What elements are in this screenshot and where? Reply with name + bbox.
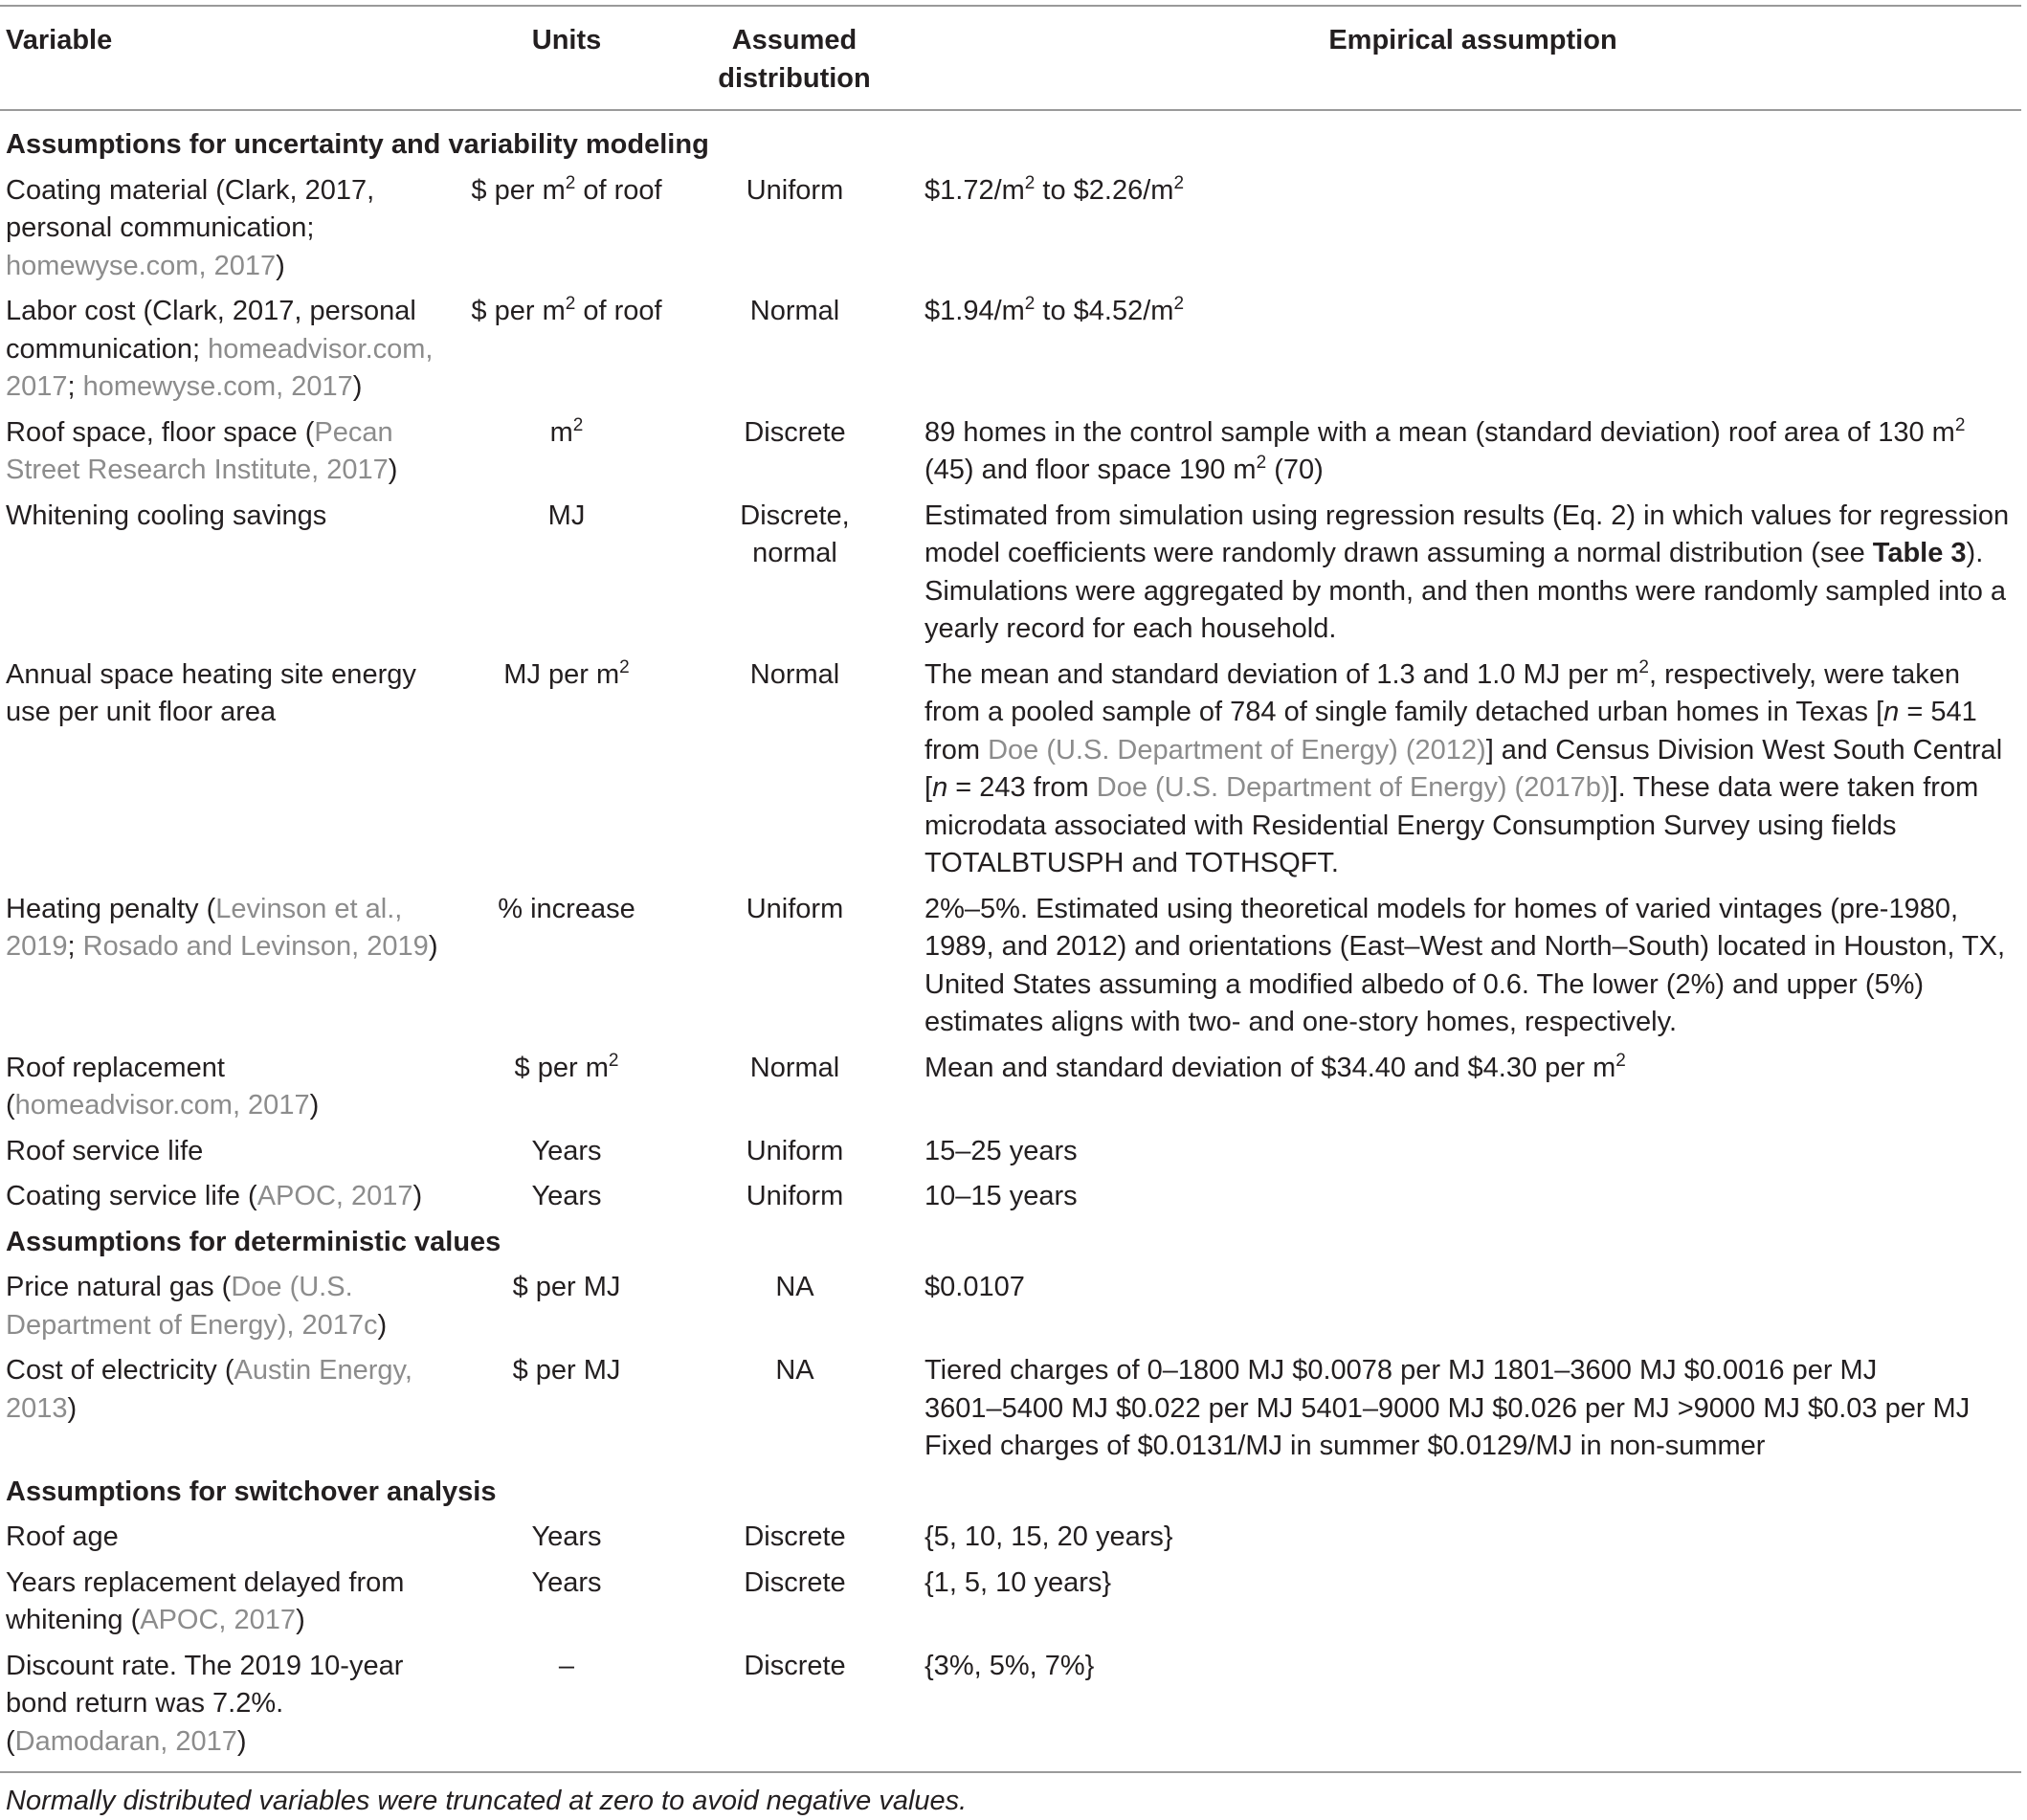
empirical-superscript: 2 [1024,172,1036,193]
distribution-line1: Discrete, [740,499,850,531]
table-row-roof-age [0,1519,2021,1565]
variable-cell: Roof service life [6,1135,204,1166]
empirical-cell: 10–15 years [924,1181,1078,1211]
citation-link[interactable]: APOC, 2017 [256,1181,413,1211]
header-distribution-line2: distribution [718,63,871,94]
units-cell: $ per MJ [512,1272,621,1302]
variable-text: Coating service life ( [6,1181,257,1211]
units-cell: % increase [498,893,635,924]
sample-size-symbol: n [932,772,948,803]
variable-cell: Roof age [6,1521,119,1552]
units-superscript: 2 [619,656,630,677]
units-cell: Years [531,1181,602,1211]
empirical-text: $1.72/m [924,174,1025,206]
units-text: $ per m [514,1052,609,1083]
units-cell [456,172,678,294]
distribution-cell: Discrete [744,1566,846,1598]
section-title: Assumptions for switchover analysis [6,1476,497,1507]
table-row-heating-penalty [0,891,2021,1050]
empirical-text: = 541 from [924,697,1977,766]
bottom-rule [0,1771,2021,1773]
header-distribution [684,21,904,98]
assumptions-table [0,126,2021,1768]
variable-text-end: ) [388,455,398,485]
table-row-coating-service-life [0,1178,2021,1224]
table-row-years-delayed [0,1565,2021,1648]
section-row-switchover [0,1474,2021,1520]
variable-text-end: ) [377,1309,388,1341]
units-cell: Years [531,1135,602,1166]
section-row-deterministic [0,1224,2021,1270]
distribution-cell: Uniform [746,1135,844,1166]
top-rule [0,5,2021,7]
units-text-post: of roof [575,174,662,206]
table-reference-link[interactable]: Table 3 [1872,538,1967,568]
units-cell: – [558,1650,575,1681]
empirical-cell [912,1050,2021,1133]
table-row-whitening [0,498,2021,656]
variable-text-end: ) [428,931,438,962]
empirical-cell [912,414,2021,498]
variable-cell [0,172,456,294]
variable-cell [0,1178,456,1224]
empirical-text: $1.94/m [924,296,1025,326]
units-cell [456,293,678,414]
header-units: Units [531,25,602,55]
distribution-cell: NA [775,1272,814,1302]
units-superscript: 2 [572,414,584,435]
variable-text-mid: ; [67,931,83,962]
table-footnote: Normally distributed variables were truncated at zero to avoid negative values. [6,1786,968,1816]
empirical-text: 89 homes in the control sample with a mean (standard deviation) roof area of 130 m [924,416,1955,448]
variable-text-end: ) [412,1181,423,1211]
citation-link[interactable]: Pecan Street Research Institute, 2017 [6,416,393,485]
empirical-cell: 2%–5%. Estimated using theoretical models for homes of varied vintages (pre-1980, 1989, and 2012) and orientations (East–West and North–South) located in Houston, TX, United States assuming a modified albedo of 0.6. The lower (2%) and upper (5%) estimates aligns with two- and one-story homes, respectively. [924,893,2006,1037]
variable-text: Years replacement delayed from whitening ( [6,1566,405,1635]
variable-cell [0,414,456,498]
variable-cell [0,1648,456,1769]
distribution-cell: Normal [749,658,840,690]
variable-cell [0,1269,456,1352]
empirical-text: Mean and standard deviation of $34.40 and $4.30 per m [924,1052,1616,1083]
citation-link[interactable]: Doe (U.S. Department of Energy), 2017c [6,1272,378,1341]
header-rule [0,109,2021,111]
distribution-cell: Discrete [744,1650,846,1681]
sample-size-symbol: n [1883,697,1900,727]
empirical-cell [912,656,2021,891]
empirical-superscript: 2 [1638,656,1649,677]
variable-cell [0,891,456,1050]
variable-text: Cost of electricity ( [6,1355,234,1386]
variable-text: Heating penalty ( [6,893,216,924]
distribution-cell: Normal [749,296,840,326]
variable-text: Roof replacement ( [6,1052,225,1121]
variable-text-end: ) [296,1605,305,1635]
empirical-superscript: 2 [1615,1050,1626,1071]
variable-cell [0,1565,456,1648]
empirical-superscript: 2 [1954,414,1966,435]
variable-text-end: ) [236,1725,247,1757]
variable-cell: Annual space heating site energy use per unit floor area [6,658,416,727]
table-row-cost-electricity [0,1352,2021,1474]
empirical-text: to $2.26/m [1035,174,1174,206]
empirical-superscript: 2 [1173,294,1185,314]
variable-cell [0,293,456,414]
distribution-cell: Normal [749,1052,840,1083]
distribution-line2: normal [752,538,837,568]
units-text: $ per m [471,296,566,326]
units-text: m [549,416,573,448]
header-distribution-line1: Assumed [731,25,858,55]
citation-link[interactable]: Levinson et al., 2019 [6,893,403,962]
table-row-heating-energy [0,656,2021,891]
units-cell [456,414,678,498]
variable-text-end: ) [67,1392,78,1424]
units-superscript: 2 [608,1050,619,1071]
units-superscript: 2 [565,294,576,314]
variable-cell [0,1050,456,1133]
variable-cell: Whitening cooling savings [6,499,327,531]
table-row-labor-cost [0,293,2021,414]
distribution-cell: NA [775,1355,814,1386]
units-superscript: 2 [565,172,576,193]
distribution-cell: Discrete [744,1521,846,1552]
empirical-cell: {3%, 5%, 7%} [924,1650,1095,1681]
variable-text-end: ) [352,371,363,402]
empirical-cell: {1, 5, 10 years} [924,1566,1112,1598]
citation-link[interactable]: Doe (U.S. Department of Energy) (2012) [988,734,1486,766]
variable-text: Price natural gas ( [6,1272,232,1302]
empirical-text: ]. These data were taken from microdata associated with Residential Energy Consumption Survey using fields TOTALBTUSPH and TOTHSQFT. [924,772,1979,878]
units-text: $ per m [471,174,566,206]
empirical-text: The mean and standard deviation of 1.3 and 1.0 MJ per m [924,658,1639,690]
empirical-text: ). Simulations were aggregated by month, and then months were randomly sampled into a yearly record for each household. [924,538,2007,644]
empirical-cell [912,498,2021,656]
distribution-cell: Discrete [744,416,846,448]
citation-link[interactable]: Doe (U.S. Department of Energy) (2017b) [1096,772,1611,803]
citation-link[interactable]: homewyse.com, 2017 [82,371,353,402]
empirical-cell [912,172,2021,294]
empirical-text: to $4.52/m [1035,296,1174,326]
variable-text: Discount rate. The 2019 10-year bond return was 7.2%. ( [6,1650,404,1757]
table-row-coating-material [0,172,2021,294]
citation-link[interactable]: Rosado and Levinson, 2019 [82,931,429,962]
header-empirical: Empirical assumption [1328,25,1617,55]
empirical-superscript: 2 [1173,172,1185,193]
section-title: Assumptions for deterministic values [6,1226,501,1257]
table-row-price-gas [0,1269,2021,1352]
units-text-post: of roof [575,296,662,326]
empirical-cell [912,1352,2021,1474]
citation-link[interactable]: APOC, 2017 [140,1605,297,1635]
empirical-line: Tiered charges of 0–1800 MJ $0.0078 per MJ 1801–3600 MJ $0.0016 per MJ [924,1355,1878,1386]
empirical-line: Fixed charges of $0.0131/MJ in summer $0.0129/MJ in non-summer [924,1431,1766,1461]
empirical-cell: {5, 10, 15, 20 years} [924,1521,1173,1552]
citation-link[interactable]: Austin Energy, 2013 [6,1355,412,1424]
table-row-roof-replacement [0,1050,2021,1133]
distribution-cell [678,498,912,656]
variable-cell [0,1352,456,1474]
empirical-text: Estimated from simulation using regression results (Eq. 2) in which values for regression model coefficients were randomly drawn assuming a normal distribution (see [924,499,2010,568]
empirical-text: (45) and floor space 190 m [924,455,1257,485]
table-row-discount-rate [0,1648,2021,1769]
distribution-cell: Uniform [746,1181,844,1211]
table-row-roof-service-life [0,1133,2021,1179]
distribution-cell: Uniform [746,893,844,924]
citation-link[interactable]: homeadvisor.com, 2017 [14,1090,310,1121]
empirical-cell: 15–25 years [924,1135,1078,1166]
units-cell: Years [531,1521,602,1552]
variable-text-end: ) [276,250,285,281]
empirical-superscript: 2 [1256,453,1267,473]
variable-text: Labor cost (Clark, 2017, personal communication; [6,296,416,365]
empirical-text: = 243 from [947,772,1097,803]
distribution-cell: Uniform [746,174,844,206]
section-row-uncertainty [0,126,2021,172]
empirical-text: ] and Census Division West South Central [ [924,734,2003,803]
empirical-text: (70) [1266,455,1324,485]
empirical-text: , respectively, were taken from a pooled sample of 784 of single family detached urban homes in Texas [ [924,658,1961,727]
units-cell [456,656,678,891]
variable-text-mid: ; [67,371,83,402]
units-cell: Years [531,1566,602,1598]
empirical-line: 3601–5400 MJ $0.022 per MJ 5401–9000 MJ $0.026 per MJ >9000 MJ $0.03 per MJ [924,1392,1971,1424]
section-title: Assumptions for uncertainty and variability modeling [6,129,709,160]
units-text: MJ per m [503,658,620,690]
empirical-cell [912,293,2021,414]
variable-text-end: ) [309,1090,320,1121]
citation-link[interactable]: homeadvisor.com, 2017 [6,333,434,402]
citation-link[interactable]: homewyse.com, 2017 [6,250,277,281]
units-cell: MJ [547,499,586,531]
empirical-cell: $0.0107 [924,1272,1025,1302]
units-cell [456,1050,678,1133]
variable-text: Coating material (Clark, 2017, personal communication; [6,174,375,243]
table-row-roof-space [0,414,2021,498]
variable-text: Roof space, floor space ( [6,416,315,448]
empirical-superscript: 2 [1024,294,1036,314]
citation-link[interactable]: Damodaran, 2017 [14,1725,237,1757]
units-cell: $ per MJ [512,1355,621,1386]
header-variable: Variable [6,25,113,55]
